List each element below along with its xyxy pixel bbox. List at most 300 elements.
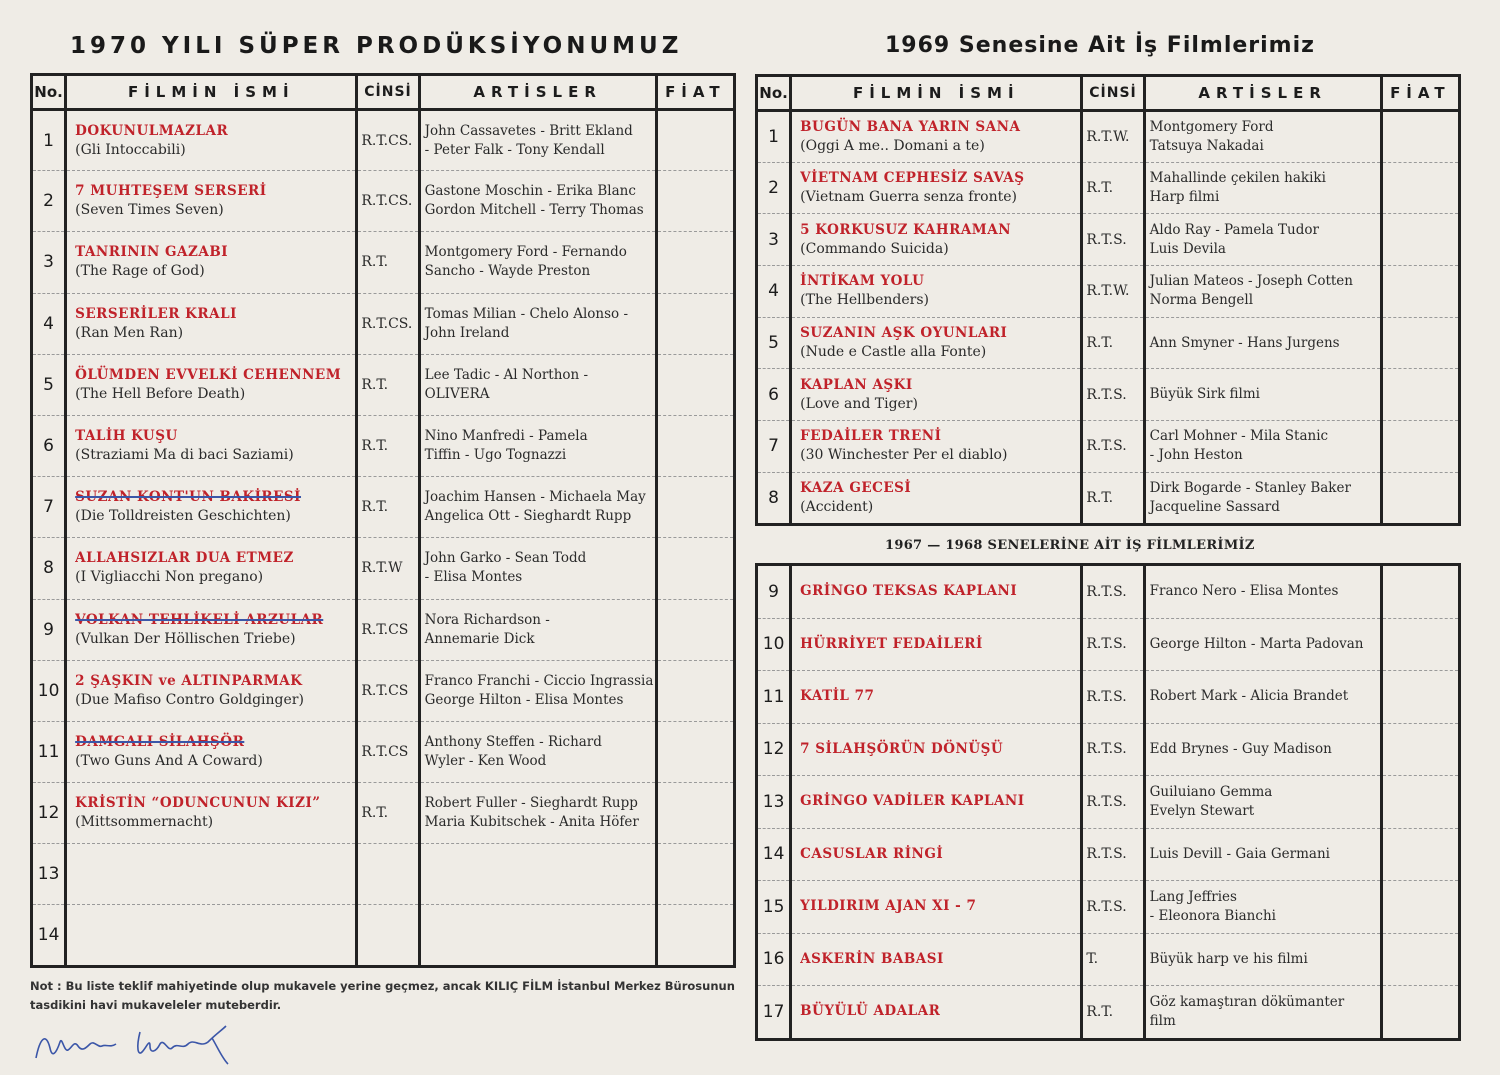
price-cell: [1381, 369, 1459, 421]
cast-cell: [419, 171, 656, 232]
film-title: ALLAHSIZLAR DUA ETMEZ: [75, 550, 294, 567]
price-cell: [1381, 421, 1459, 473]
cast-line: Lee Tadic - Al Northon -: [424, 366, 589, 383]
handwritten-signature: [32, 1018, 252, 1068]
cast-line: Franco Franchi - Ciccio Ingrassia: [424, 672, 654, 689]
film-title: FEDAİLER TRENİ: [800, 428, 942, 445]
price-cell: [1381, 986, 1459, 1040]
table-row: [32, 905, 735, 966]
table-row: [32, 477, 735, 538]
film-name-cell: [66, 538, 357, 599]
film-name-cell: [66, 293, 357, 354]
row-number: 7: [32, 477, 66, 538]
film-name-cell: [791, 671, 1082, 724]
cast-line: Angelica Ott - Sieghardt Rupp: [424, 508, 632, 525]
row-number: 1: [757, 111, 791, 163]
film-type: R.T.S.: [1082, 421, 1144, 473]
cast-line: Nora Richardson -: [424, 611, 550, 628]
film-name-cell: [66, 415, 357, 476]
cast-line: OLIVERA: [424, 385, 490, 402]
header-film: FİLMİN İSMİ: [791, 76, 1082, 111]
row-number: 7: [757, 421, 791, 473]
film-original-title: (The Rage of God): [75, 263, 205, 280]
film-type: R.T.CS: [357, 660, 419, 721]
cast-cell: [1144, 421, 1381, 473]
film-title: BÜYÜLÜ ADALAR: [800, 1003, 941, 1020]
film-title: KATİL 77: [800, 688, 875, 705]
price-cell: [656, 721, 734, 782]
film-title: TANRININ GAZABI: [75, 244, 229, 261]
cast-line: Dirk Bogarde - Stanley Baker: [1149, 479, 1351, 496]
table-row: [757, 472, 1460, 524]
cast-line: Ann Smyner - Hans Jurgens: [1149, 334, 1340, 351]
table-row: [32, 354, 735, 415]
cast-line: Annemarie Dick: [424, 630, 535, 647]
header-film: FİLMİN İSMİ: [66, 75, 357, 110]
film-type: R.T.S.: [1082, 828, 1144, 881]
cast-line: Tatsuya Nakadai: [1149, 137, 1264, 154]
film-title: VİETNAM CEPHESİZ SAVAŞ: [800, 170, 1025, 187]
header-cast: ARTİSLER: [1144, 76, 1381, 111]
table-row: [757, 828, 1460, 881]
film-original-title: (Straziami Ma di baci Saziami): [75, 447, 294, 464]
table-row: [32, 844, 735, 905]
row-number: 10: [32, 660, 66, 721]
row-number: 15: [757, 881, 791, 934]
row-number: 11: [757, 671, 791, 724]
film-title: SUZAN KONT'UN BAKİRESİ: [75, 489, 302, 506]
cast-line: Montgomery Ford - Fernando: [424, 244, 627, 261]
film-type: R.T.: [1082, 986, 1144, 1040]
cast-line: Franco Nero - Elisa Montes: [1149, 583, 1339, 600]
film-type: R.T.: [357, 477, 419, 538]
film-type: R.T.: [357, 354, 419, 415]
price-cell: [656, 110, 734, 171]
film-name-cell: [791, 565, 1082, 619]
table-row: [32, 599, 735, 660]
price-cell: [656, 538, 734, 599]
right-film-table-1967-1968: [755, 563, 1461, 1041]
table-row: [757, 618, 1460, 671]
table-row: [757, 369, 1460, 421]
film-name-cell: [66, 905, 357, 966]
cast-line: Harp filmi: [1149, 189, 1220, 206]
row-number: 8: [32, 538, 66, 599]
film-title: ÖLÜMDEN EVVELKİ CEHENNEM: [75, 366, 342, 383]
cast-cell: [419, 538, 656, 599]
film-title: 2 ŞAŞKIN ve ALTINPARMAK: [75, 672, 303, 689]
price-cell: [656, 599, 734, 660]
row-number: 17: [757, 986, 791, 1040]
film-original-title: (I Vigliacchi Non pregano): [75, 569, 264, 586]
film-type: T.: [1082, 933, 1144, 986]
film-type: R.T.CS: [357, 599, 419, 660]
table-row: [757, 317, 1460, 369]
film-type: R.T.S.: [1082, 671, 1144, 724]
cast-line: - Elisa Montes: [424, 569, 523, 586]
film-title: VOLKAN TEHLİKELİ ARZULAR: [75, 611, 324, 628]
row-number: 1: [32, 110, 66, 171]
cast-cell: [1144, 214, 1381, 266]
price-cell: [656, 293, 734, 354]
price-cell: [656, 477, 734, 538]
cast-line: Nino Manfredi - Pamela: [424, 428, 588, 445]
cast-cell: [1144, 986, 1381, 1040]
row-number: 14: [757, 828, 791, 881]
film-type: [357, 844, 419, 905]
header-no: No.: [32, 75, 66, 110]
cast-line: Tiffin - Ugo Tognazzi: [424, 447, 567, 464]
film-name-cell: [791, 618, 1082, 671]
price-cell: [1381, 881, 1459, 934]
film-type: R.T.CS.: [357, 293, 419, 354]
price-cell: [1381, 565, 1459, 619]
price-cell: [1381, 933, 1459, 986]
price-cell: [1381, 472, 1459, 524]
film-title: CASUSLAR RİNGİ: [800, 845, 944, 862]
price-cell: [656, 232, 734, 293]
table-row: [32, 232, 735, 293]
table-row: [32, 538, 735, 599]
film-original-title: (Die Tolldreisten Geschichten): [75, 508, 291, 525]
cast-line: Büyük harp ve his filmi: [1149, 950, 1308, 967]
film-name-cell: [791, 421, 1082, 473]
film-original-title: (Seven Times Seven): [75, 202, 224, 219]
table-row: [757, 421, 1460, 473]
film-title: DOKUNULMAZLAR: [75, 122, 229, 139]
row-number: 3: [32, 232, 66, 293]
film-name-cell: [791, 162, 1082, 214]
film-name-cell: [66, 783, 357, 844]
table-row: [757, 881, 1460, 934]
table-row: [757, 723, 1460, 776]
cast-cell: [1144, 162, 1381, 214]
row-number: 12: [757, 723, 791, 776]
header-type: CİNSİ: [357, 75, 419, 110]
row-number: 4: [32, 293, 66, 354]
film-original-title: (Gli Intoccabili): [75, 141, 186, 158]
cast-line: Sancho - Wayde Preston: [424, 263, 591, 280]
film-title: 7 MUHTEŞEM SERSERİ: [75, 183, 267, 200]
cast-line: George Hilton - Marta Padovan: [1149, 635, 1364, 652]
cast-cell: [1144, 828, 1381, 881]
film-type: R.T.CS.: [357, 110, 419, 171]
row-number: 11: [32, 721, 66, 782]
film-type: R.T.: [357, 232, 419, 293]
price-cell: [1381, 214, 1459, 266]
cast-cell: [419, 660, 656, 721]
film-name-cell: [791, 317, 1082, 369]
left-film-table: [30, 73, 736, 968]
section-subheading: 1967 — 1968 SENELERİNE AİT İŞ FİLMLERİMİZ: [885, 538, 1255, 553]
price-cell: [656, 354, 734, 415]
film-title: GRİNGO VADİLER KAPLANI: [800, 793, 1025, 810]
film-type: R.T.W.: [1082, 111, 1144, 163]
row-number: 16: [757, 933, 791, 986]
film-original-title: (Vietnam Guerra senza fronte): [800, 189, 1017, 206]
film-name-cell: [791, 266, 1082, 318]
cast-cell: [419, 232, 656, 293]
header-no: No.: [757, 76, 791, 111]
cast-line: Evelyn Stewart: [1149, 802, 1255, 819]
cast-line: Guiluiano Gemma: [1149, 783, 1273, 800]
row-number: 14: [32, 905, 66, 966]
film-name-cell: [66, 599, 357, 660]
cast-line: Joachim Hansen - Michaela May: [424, 489, 646, 506]
right-page-title: 1969 Senesine Ait İş Filmlerimiz: [885, 33, 1315, 58]
film-name-cell: [791, 111, 1082, 163]
cast-cell: [419, 783, 656, 844]
price-cell: [1381, 266, 1459, 318]
price-cell: [1381, 111, 1459, 163]
header-type: CİNSİ: [1082, 76, 1144, 111]
film-name-cell: [791, 723, 1082, 776]
cast-cell: [1144, 776, 1381, 829]
cast-line: Carl Mohner - Mila Stanic: [1149, 428, 1329, 445]
table-row: [32, 171, 735, 232]
cast-line: Jacqueline Sassard: [1149, 498, 1280, 515]
cast-cell: [419, 477, 656, 538]
price-cell: [656, 905, 734, 966]
row-number: 2: [32, 171, 66, 232]
price-cell: [1381, 671, 1459, 724]
film-name-cell: [66, 171, 357, 232]
cast-line: Lang Jeffries: [1149, 888, 1237, 905]
film-name-cell: [791, 881, 1082, 934]
cast-cell: [419, 354, 656, 415]
cast-line: George Hilton - Elisa Montes: [424, 691, 624, 708]
film-title: ASKERİN BABASI: [800, 950, 944, 967]
film-type: R.T.CS.: [357, 171, 419, 232]
table-row: [757, 933, 1460, 986]
cast-cell: [419, 415, 656, 476]
film-type: R.T.CS: [357, 721, 419, 782]
cast-cell: [1144, 317, 1381, 369]
cast-line: Luis Devill - Gaia Germani: [1149, 845, 1330, 862]
table-row: [32, 660, 735, 721]
film-title: TALİH KUŞU: [75, 428, 178, 445]
cast-line: John Ireland: [424, 324, 510, 341]
film-name-cell: [66, 354, 357, 415]
film-original-title: (The Hellbenders): [800, 292, 929, 309]
cast-cell: [1144, 933, 1381, 986]
cast-line: Tomas Milian - Chelo Alonso -: [424, 305, 629, 322]
film-title: İNTİKAM YOLU: [800, 273, 925, 290]
left-page-title: 1970 YILI SÜPER PRODÜKSİYONUMUZ: [70, 33, 683, 59]
table-row: [757, 986, 1460, 1040]
film-name-cell: [66, 844, 357, 905]
cast-line: Gordon Mitchell - Terry Thomas: [424, 202, 644, 219]
film-original-title: (Nude e Castle alla Fonte): [800, 344, 987, 361]
cast-line: John Garko - Sean Todd: [424, 550, 587, 567]
cast-line: Gastone Moschin - Erika Blanc: [424, 183, 636, 200]
price-cell: [656, 415, 734, 476]
film-type: R.T.S.: [1082, 618, 1144, 671]
film-name-cell: [66, 232, 357, 293]
right-film-table-1969: [755, 74, 1461, 526]
film-original-title: (Ran Men Ran): [75, 324, 184, 341]
cast-line: Norma Bengell: [1149, 292, 1254, 309]
row-number: 9: [32, 599, 66, 660]
film-title: KAZA GECESİ: [800, 479, 912, 496]
table-row: [757, 266, 1460, 318]
film-name-cell: [791, 369, 1082, 421]
cast-line: Robert Mark - Alicia Brandet: [1149, 688, 1349, 705]
film-original-title: (Commando Suicida): [800, 240, 949, 257]
film-name-cell: [791, 214, 1082, 266]
film-title: BUGÜN BANA YARIN SANA: [800, 118, 1021, 135]
film-name-cell: [66, 110, 357, 171]
row-number: 6: [32, 415, 66, 476]
film-original-title: (The Hell Before Death): [75, 385, 246, 402]
film-title: DAMGALI SİLAHŞÖR: [75, 733, 245, 750]
film-type: R.T.: [357, 415, 419, 476]
table-row: [757, 111, 1460, 163]
film-name-cell: [66, 477, 357, 538]
table-row: [32, 415, 735, 476]
price-cell: [656, 783, 734, 844]
film-original-title: (30 Winchester Per el diablo): [800, 447, 1008, 464]
cast-line: - Peter Falk - Tony Kendall: [424, 141, 605, 158]
film-original-title: (Oggi A me.. Domani a te): [800, 137, 985, 154]
cast-cell: [419, 599, 656, 660]
cast-cell: [1144, 111, 1381, 163]
film-name-cell: [791, 776, 1082, 829]
film-type: R.T.S.: [1082, 214, 1144, 266]
film-title: YILDIRIM AJAN XI - 7: [800, 898, 977, 915]
film-title: SERSERİLER KRALI: [75, 305, 237, 322]
cast-cell: [1144, 881, 1381, 934]
row-number: 13: [32, 844, 66, 905]
cast-line: film: [1149, 1012, 1176, 1029]
film-name-cell: [791, 986, 1082, 1040]
price-cell: [656, 844, 734, 905]
row-number: 2: [757, 162, 791, 214]
film-type: R.T.S.: [1082, 565, 1144, 619]
table-row: [32, 110, 735, 171]
film-name-cell: [791, 933, 1082, 986]
film-name-cell: [791, 472, 1082, 524]
cast-cell: [419, 721, 656, 782]
film-type: [357, 905, 419, 966]
film-type: R.T.W: [357, 538, 419, 599]
cast-line: Maria Kubitschek - Anita Höfer: [424, 814, 639, 831]
cast-line: Büyük Sirk filmi: [1149, 386, 1260, 403]
film-original-title: (Love and Tiger): [800, 395, 918, 412]
film-original-title: (Due Mafiso Contro Goldginger): [75, 691, 304, 708]
cast-line: Mahallinde çekilen hakiki: [1149, 170, 1326, 187]
row-number: 3: [757, 214, 791, 266]
film-title: 7 SİLAHŞÖRÜN DÖNÜŞÜ: [800, 740, 1004, 757]
film-name-cell: [791, 828, 1082, 881]
price-cell: [656, 660, 734, 721]
cast-line: Julian Mateos - Joseph Cotten: [1149, 273, 1353, 290]
cast-line: Edd Brynes - Guy Madison: [1149, 740, 1332, 757]
price-cell: [1381, 723, 1459, 776]
film-title: KRİSTİN “ODUNCUNUN KIZI”: [75, 795, 321, 812]
price-cell: [1381, 618, 1459, 671]
row-number: 6: [757, 369, 791, 421]
film-type: R.T.: [1082, 162, 1144, 214]
table-row: [757, 776, 1460, 829]
cast-cell: [1144, 369, 1381, 421]
row-number: 5: [757, 317, 791, 369]
film-type: R.T.S.: [1082, 723, 1144, 776]
cast-cell: [419, 110, 656, 171]
film-name-cell: [66, 660, 357, 721]
film-title: GRİNGO TEKSAS KAPLANI: [800, 583, 1018, 600]
price-cell: [1381, 162, 1459, 214]
film-original-title: (Accident): [800, 498, 874, 515]
cast-line: Aldo Ray - Pamela Tudor: [1149, 221, 1319, 238]
cast-cell: [1144, 565, 1381, 619]
table-row: [32, 293, 735, 354]
table-row: [757, 565, 1460, 619]
row-number: 10: [757, 618, 791, 671]
film-original-title: (Vulkan Der Höllischen Triebe): [75, 630, 296, 647]
row-number: 8: [757, 472, 791, 524]
row-number: 12: [32, 783, 66, 844]
table-row: [32, 783, 735, 844]
cast-cell: [1144, 671, 1381, 724]
cast-cell: [1144, 472, 1381, 524]
cast-line: Wyler - Ken Wood: [424, 752, 547, 769]
price-cell: [656, 171, 734, 232]
film-title: 5 KORKUSUZ KAHRAMAN: [800, 221, 1012, 238]
cast-cell: [419, 293, 656, 354]
cast-cell: [419, 844, 656, 905]
film-title: HÜRRİYET FEDAİLERİ: [800, 635, 983, 652]
film-type: R.T.: [357, 783, 419, 844]
cast-cell: [1144, 618, 1381, 671]
table-row: [757, 214, 1460, 266]
cast-line: - John Heston: [1149, 447, 1243, 464]
price-cell: [1381, 776, 1459, 829]
header-price: FİAT: [1381, 76, 1459, 111]
film-original-title: (Mittsommernacht): [75, 814, 214, 831]
row-number: 13: [757, 776, 791, 829]
cast-line: Robert Fuller - Sieghardt Rupp: [424, 795, 638, 812]
price-cell: [1381, 828, 1459, 881]
cast-cell: [1144, 723, 1381, 776]
row-number: 5: [32, 354, 66, 415]
header-cast: ARTİSLER: [419, 75, 656, 110]
film-type: R.T.S.: [1082, 369, 1144, 421]
header-price: FİAT: [656, 75, 734, 110]
film-type: R.T.S.: [1082, 881, 1144, 934]
film-title: KAPLAN AŞKI: [800, 376, 913, 393]
film-type: R.T.: [1082, 472, 1144, 524]
cast-cell: [1144, 266, 1381, 318]
table-row: [757, 671, 1460, 724]
film-original-title: (Two Guns And A Coward): [75, 752, 263, 769]
film-type: R.T.: [1082, 317, 1144, 369]
row-number: 9: [757, 565, 791, 619]
cast-line: Montgomery Ford: [1149, 118, 1274, 135]
cast-line: - Eleonora Bianchi: [1149, 907, 1276, 924]
cast-line: Luis Devila: [1149, 240, 1226, 257]
table-row: [757, 162, 1460, 214]
film-name-cell: [66, 721, 357, 782]
cast-line: Göz kamaştıran dökümanter: [1149, 993, 1345, 1010]
cast-cell: [419, 905, 656, 966]
cast-line: John Cassavetes - Britt Ekland: [424, 122, 633, 139]
film-title: SUZANIN AŞK OYUNLARI: [800, 325, 1008, 342]
film-type: R.T.S.: [1082, 776, 1144, 829]
cast-line: Anthony Steffen - Richard: [424, 733, 602, 750]
price-cell: [1381, 317, 1459, 369]
footnote: Not : Bu liste teklif mahiyetinde olup mukavele yerine geçmez, ancak KILIÇ FİLM İstanbul Merkez Bürosunun tasdikini havi mukaveleler muteberdir.: [30, 979, 735, 1012]
